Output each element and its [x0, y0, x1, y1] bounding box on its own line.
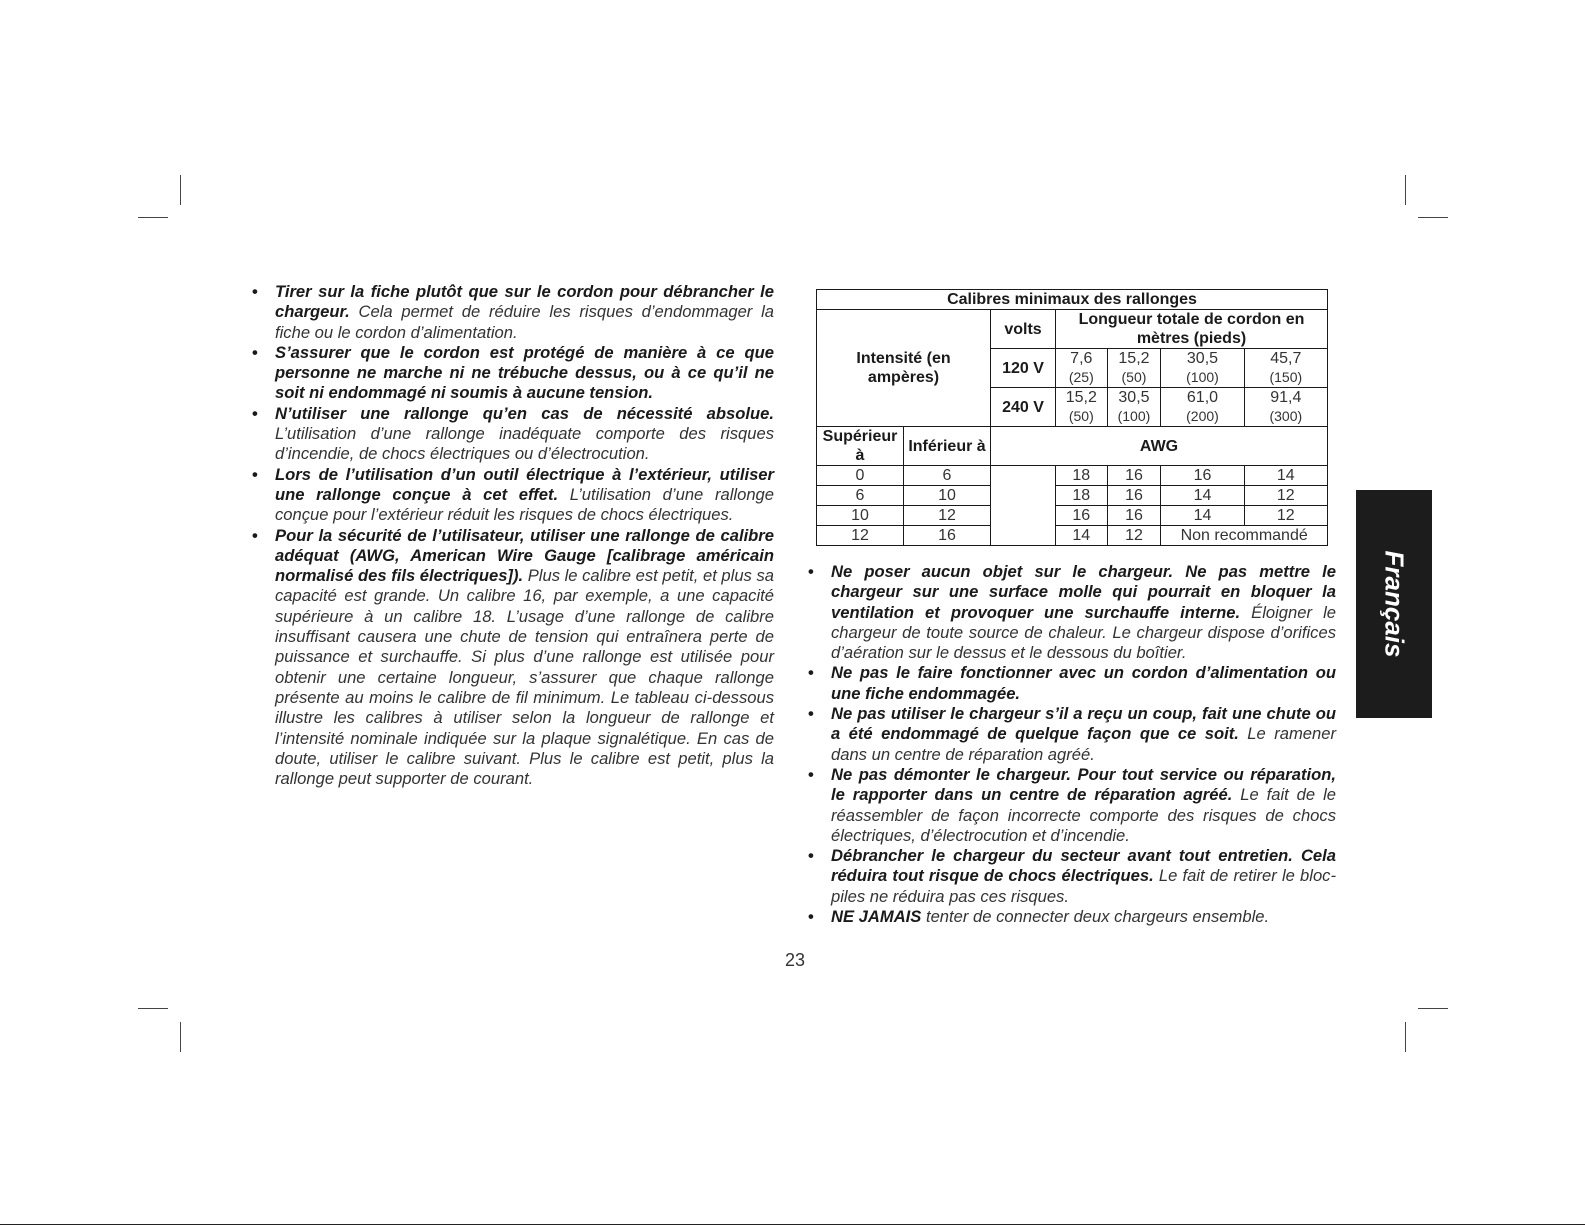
length-ft: (100) [1107, 407, 1161, 427]
inf-cell: 16 [904, 526, 991, 546]
length-m: 30,5 [1161, 349, 1244, 369]
awg-header: AWG [991, 427, 1328, 466]
sup-cell: 0 [817, 466, 904, 486]
table-row [817, 506, 1328, 526]
table-row [817, 486, 1328, 506]
length-m: 15,2 [1056, 388, 1108, 408]
gauge-cell: 16 [1161, 466, 1244, 486]
length-ft: (100) [1161, 368, 1244, 388]
length-m: 61,0 [1161, 388, 1244, 408]
crop-mark [1405, 1022, 1406, 1052]
superieur-header: Supérieur à [817, 427, 904, 466]
crop-mark [138, 1008, 168, 1009]
crop-mark [1418, 1008, 1448, 1009]
gauge-cell: 18 [1056, 466, 1108, 486]
voltage-240-label: 240 V [991, 388, 1056, 427]
length-m: 7,6 [1056, 349, 1108, 369]
gauge-cell: 12 [1107, 526, 1161, 546]
table-row [817, 526, 1328, 546]
list-item: • Ne poser aucun objet sur le chargeur. Ne pas mettre le chargeur sur une surface molle qui pourrait en bloquer la ventilation et provoquer une surchauffe interne. Éloigner le chargeur de toute source de chaleur. Le chargeur dispose d’orifices d’aération sur le dessus et le dessous du boîtier. [808, 562, 1336, 663]
gauge-cell: 16 [1107, 486, 1161, 506]
voltage-120-label: 120 V [991, 349, 1056, 388]
gauge-cell: 14 [1244, 466, 1327, 486]
list-item: • Pour la sécurité de l’utilisateur, utiliser une rallonge de calibre adéquat (AWG, American Wire Gauge [calibrage américain normalisé des fils électriques]). Plus le calibre est petit, et plus sa capacité est grande. Un calibre 16, par exemple, a une capacité supérieure à un calibre 18. L’usage d’une rallonge de calibre insuffisant causera une chute de tension qui entraînera perte de puissance et surchauffe. Si plus d’une rallonge est utilisée pour obtenir une certaine longueur, s’assurer que chaque rallonge présente au moins le calibre de fil minimum. Le tableau ci-dessous illustre les calibres à utiliser selon la longueur de rallonge et l’intensité nominale indiquée sur la plaque signalétique. En cas de doute, utiliser le calibre suivant. Plus le calibre est petit, plus la rallonge peut supporter de courant. [252, 526, 774, 790]
blank-cell [991, 466, 1056, 546]
sup-cell: 6 [817, 486, 904, 506]
length-ft: (150) [1244, 368, 1327, 388]
list-item: • NE JAMAIS tenter de connecter deux chargeurs ensemble. [808, 907, 1336, 927]
sup-cell: 12 [817, 526, 904, 546]
inferieur-header: Inférieur à [904, 427, 991, 466]
intensity-header: Intensité (en ampères) [817, 310, 991, 427]
gauge-cell-not-recommended: Non recommandé [1161, 526, 1328, 546]
gauge-cell: 18 [1056, 486, 1108, 506]
sup-cell: 10 [817, 506, 904, 526]
crop-mark [1418, 217, 1448, 218]
list-item: • Débrancher le chargeur du secteur avant tout entretien. Cela réduira tout risque de chocs électriques. Le fait de retirer le bloc-piles ne réduira pas ces risques. [808, 846, 1336, 907]
volts-header: volts [991, 310, 1056, 349]
length-m: 91,4 [1244, 388, 1327, 408]
length-ft: (50) [1056, 407, 1108, 427]
language-tab-label: Français [1379, 550, 1410, 658]
gauge-cell: 16 [1107, 506, 1161, 526]
list-item: • S’assurer que le cordon est protégé de manière à ce que personne ne marche ni ne trébuche dessus, ou à ce qu’il ne soit ni endommagé ni soumis à aucune tension. [252, 343, 774, 404]
list-item: • Lors de l’utilisation d’un outil électrique à l’extérieur, utiliser une rallonge conçue à cet effet. L’utilisation d’une rallonge conçue pour l’extérieur réduit les risques de chocs électriques. [252, 465, 774, 526]
table-title: Calibres minimaux des rallonges [817, 290, 1328, 310]
crop-mark [138, 217, 168, 218]
length-m: 45,7 [1244, 349, 1327, 369]
safety-list-left [252, 282, 774, 789]
gauge-cell: 16 [1056, 506, 1108, 526]
length-header: Longueur totale de cordon en mètres (pieds) [1056, 310, 1328, 349]
crop-mark [180, 175, 181, 205]
length-ft: (200) [1161, 407, 1244, 427]
list-item: • Ne pas le faire fonctionner avec un cordon d’alimentation ou une fiche endommagée. [808, 663, 1336, 704]
table-row [817, 466, 1328, 486]
crop-mark [180, 1022, 181, 1052]
gauge-cell: 14 [1056, 526, 1108, 546]
safety-list-right [808, 562, 1336, 927]
gauge-cell: 14 [1161, 506, 1244, 526]
inf-cell: 6 [904, 466, 991, 486]
list-item: • Ne pas utiliser le chargeur s’il a reçu un coup, fait une chute ou a été endommagé de quelque façon que ce soit. Le ramener dans un centre de réparation agréé. [808, 704, 1336, 765]
list-item: • Ne pas démonter le chargeur. Pour tout service ou réparation, le rapporter dans un centre de réparation agréé. Le fait de le réassembler de façon incorrecte comporte des risques de chocs électriques, d’électrocution et d’incendie. [808, 765, 1336, 846]
inf-cell: 12 [904, 506, 991, 526]
page-number: 23 [784, 950, 806, 970]
gauge-cell: 12 [1244, 506, 1327, 526]
gauge-cell: 12 [1244, 486, 1327, 506]
gauge-cell: 14 [1161, 486, 1244, 506]
length-ft: (50) [1107, 368, 1161, 388]
list-item: • N’utiliser une rallonge qu’en cas de nécessité absolue. L’utilisation d’une rallonge inadéquate comporte des risques d’incendie, de chocs électriques ou d’électrocution. [252, 404, 774, 465]
gauge-cell: 16 [1107, 466, 1161, 486]
length-ft: (25) [1056, 368, 1108, 388]
extension-cord-gauge-table [816, 289, 1328, 546]
language-tab [1356, 490, 1432, 718]
left-column [252, 282, 774, 789]
right-column [808, 562, 1336, 927]
crop-mark [1405, 175, 1406, 205]
length-m: 15,2 [1107, 349, 1161, 369]
length-m: 30,5 [1107, 388, 1161, 408]
length-ft: (300) [1244, 407, 1327, 427]
list-item: • Tirer sur la fiche plutôt que sur le cordon pour débrancher le chargeur. Cela permet de réduire les risques d’endommager la fiche ou le cordon d’alimentation. [252, 282, 774, 343]
inf-cell: 10 [904, 486, 991, 506]
